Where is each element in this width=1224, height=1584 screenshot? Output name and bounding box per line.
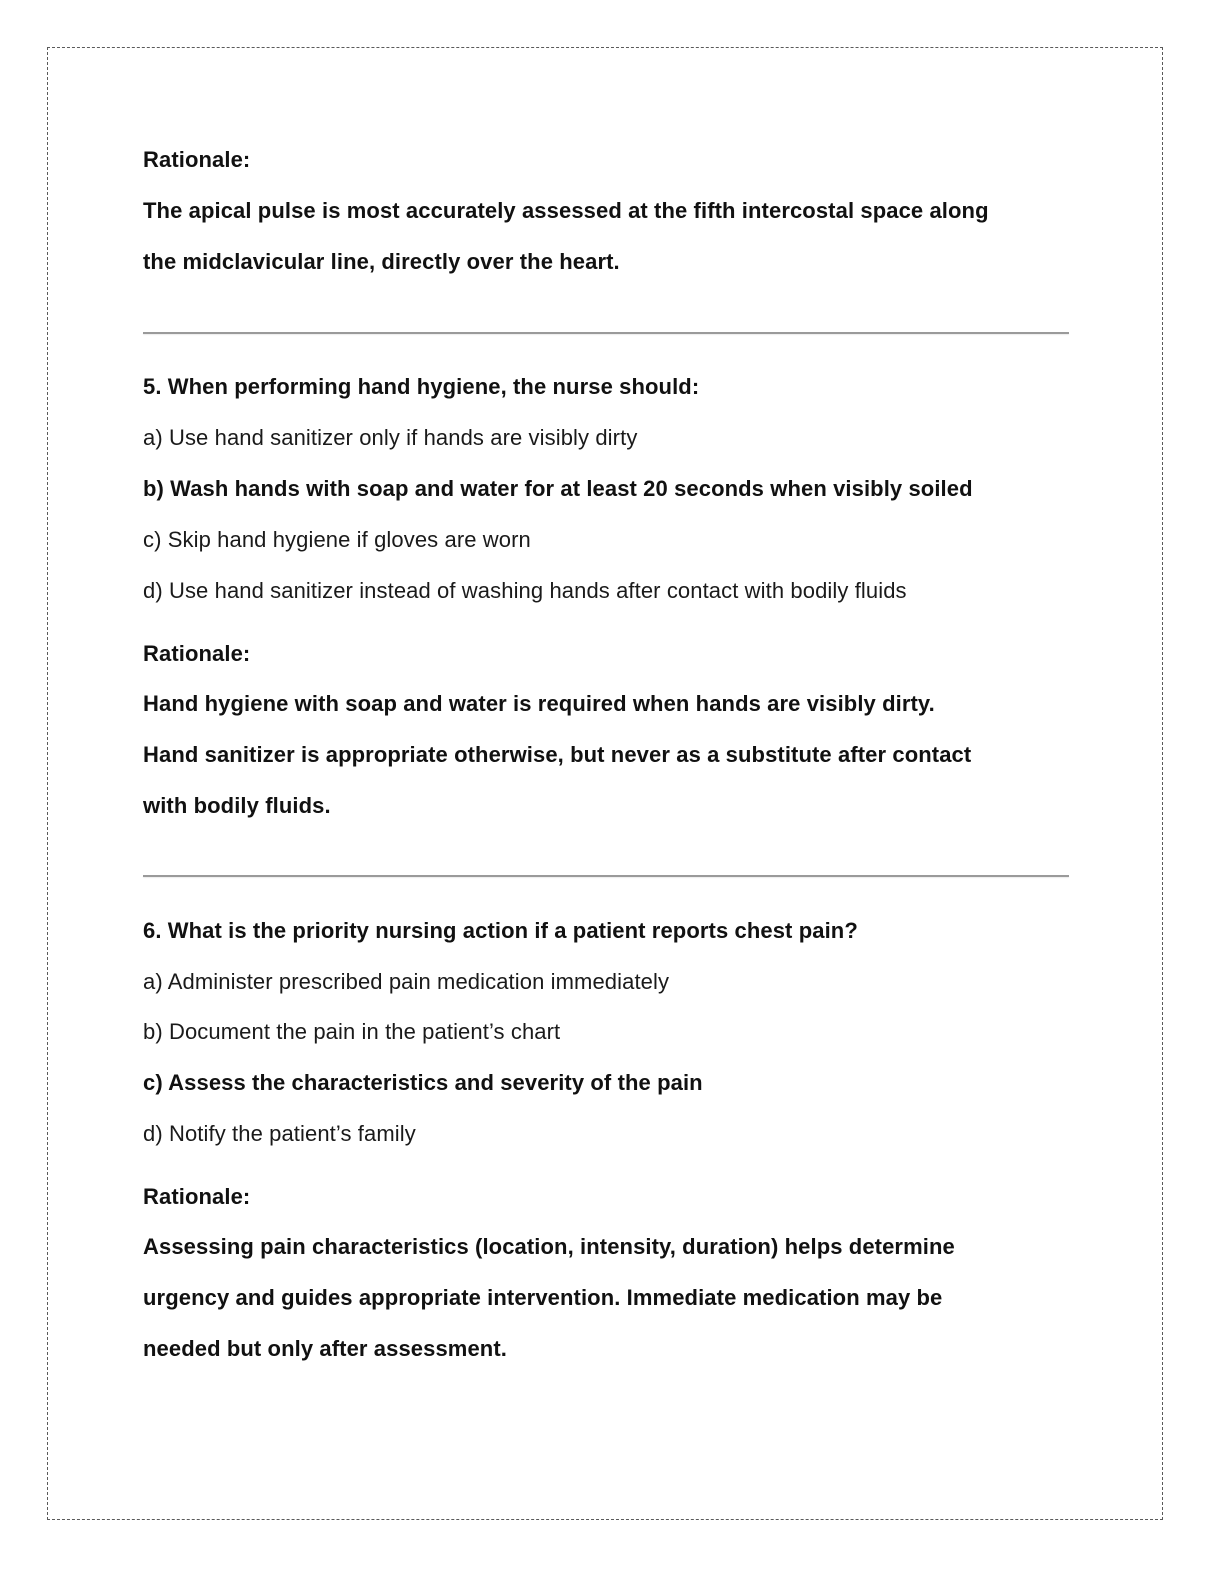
question-6-rationale-text: Assessing pain characteristics (location, intensity, duration) helps determine [143,1234,955,1259]
question-6-option-a: a) Administer prescribed pain medication immediately [143,969,670,994]
question-5-rationale-text: Hand sanitizer is appropriate otherwise, but never as a substitute after contact [143,742,972,767]
question-6-rationale-text: urgency and guides appropriate intervention. Immediate medication may be [143,1285,943,1310]
question-5-rationale-label: Rationale: [143,641,251,666]
question-5-option-a: a) Use hand sanitizer only if hands are visibly dirty [143,425,638,450]
question-5-rationale-text: Hand hygiene with soap and water is required when hands are visibly dirty. [143,691,935,716]
question-5-rationale-text: with bodily fluids. [143,793,331,818]
question-6-option-b: b) Document the pain in the patient’s chart [143,1019,561,1044]
section-divider [143,332,1069,334]
question-6-title: 6. What is the priority nursing action if a patient reports chest pain? [143,918,858,943]
question-6-rationale-label: Rationale: [143,1184,251,1209]
question-6-option-d: d) Notify the patient’s family [143,1121,416,1146]
question-5-option-d: d) Use hand sanitizer instead of washing hands after contact with bodily fluids [143,578,907,603]
question-6-option-c-correct: c) Assess the characteristics and severity of the pain [143,1070,703,1095]
section-divider [143,875,1069,877]
rationale-label: Rationale: [143,147,251,172]
question-5-option-c: c) Skip hand hygiene if gloves are worn [143,527,531,552]
question-5-title: 5. When performing hand hygiene, the nurse should: [143,374,700,399]
rationale-text: the midclavicular line, directly over the heart. [143,249,620,274]
rationale-text: The apical pulse is most accurately assessed at the fifth intercostal space along [143,198,989,223]
question-5-option-b-correct: b) Wash hands with soap and water for at least 20 seconds when visibly soiled [143,476,973,501]
question-6-rationale-text: needed but only after assessment. [143,1336,507,1361]
